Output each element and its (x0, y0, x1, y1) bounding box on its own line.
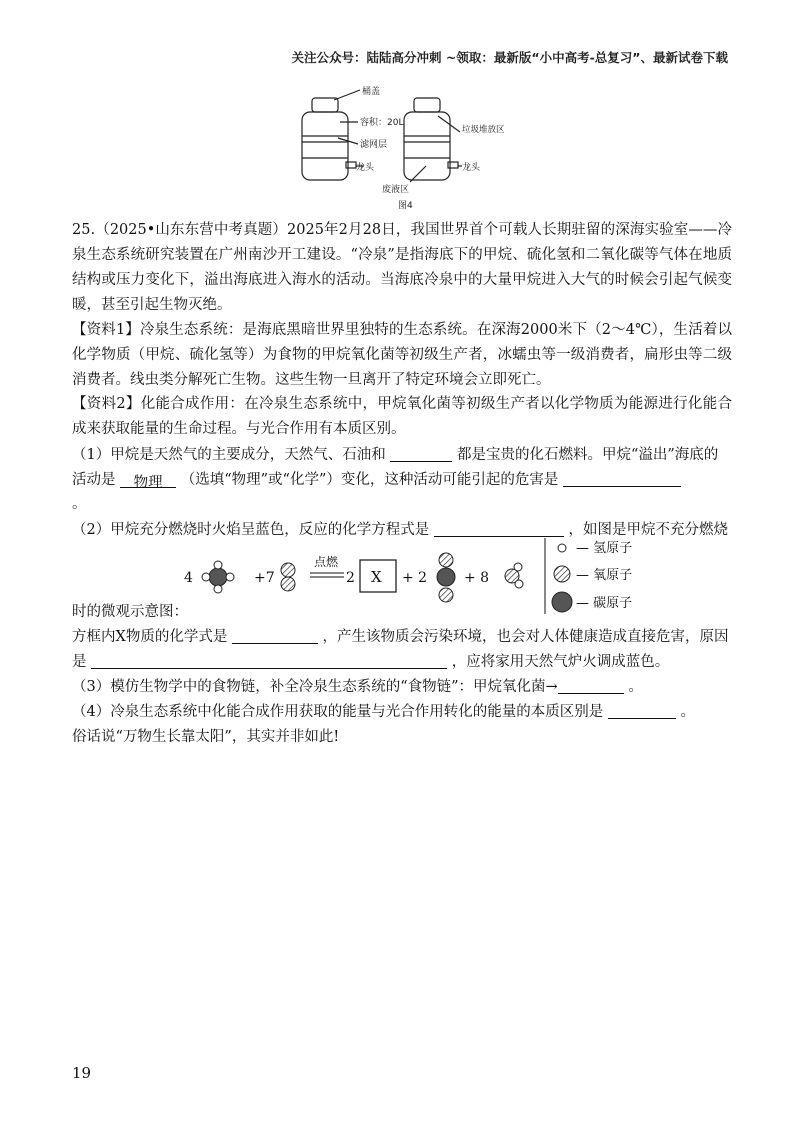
material-2-tag: 【资料2】 (72, 396, 141, 412)
legend-oxygen: — 氧原子 (576, 568, 633, 583)
material-2 (72, 392, 732, 442)
answer-blank-food-chain[interactable] (558, 677, 624, 694)
part-2-line-4: 是 ，应将家用天然气炉火调成蓝色。 (72, 654, 670, 670)
label-filter: 滤网层 (360, 140, 388, 150)
plus-water: + 8 (464, 570, 490, 586)
question-text: 2025年2月28日，我国世界首个可载人长期驻留的深海实验室——冷泉生态系统研究装置在广州南沙开工建设。“冷泉”是指海底下的甲烷、硫化氢和二氧化碳等气体在地质结构或压力变化下，溢出海底进入海水的活动。当海底冷泉中的大量甲烷进入大气的时候会引起气候变暖，甚至引起生物灭绝。 (72, 222, 732, 313)
plus-oxygen: +7 (254, 570, 275, 586)
legend-carbon: — 碳原子 (576, 596, 633, 611)
question-number: 25. (72, 222, 96, 238)
plus-co2: + 2 (402, 570, 428, 586)
material-2-text: 化能合成作用：在冷泉生态系统中，甲烷氧化菌等初级生产者以化学物质为能源进行化能合成来获取能量的生命过程。与光合作用有本质区别。 (72, 396, 732, 437)
saying: 俗话说“万物生长靠太阳”，其实并非如此! (72, 729, 340, 745)
part-2-line-2: 时的微观示意图： (72, 604, 188, 620)
part-3: （3）模仿生物学中的食物链，补全冷泉生态系统的“食物链”：甲烷氧化菌→ 。 (72, 679, 643, 695)
part-2-line-3: 方框内X物质的化学式是 ，产生该物质会污染环境，也会对人体健康造成直接危害，原因 (72, 629, 729, 645)
oxygen-molecule (281, 563, 295, 591)
answer-blank-fossil-fuel[interactable] (390, 445, 452, 462)
reaction-condition: 点燃 (314, 555, 339, 569)
part-2-line-1: （2）甲烷充分燃烧时火焰呈蓝色，反应的化学方程式是 ，如图是甲烷不充分燃烧 (72, 522, 728, 538)
label-garbage: 垃圾堆放区 (462, 125, 505, 135)
coef-x: 2 (346, 570, 355, 586)
part-4: （4）冷泉生态系统中化能合成作用获取的能量与光合作用转化的能量的本质区别是 。 (72, 704, 695, 720)
material-1 (72, 318, 732, 393)
answer-blank-formula[interactable] (232, 627, 318, 644)
oxygen-atom-icon (554, 566, 570, 582)
question-stem (72, 218, 732, 318)
answer-blank-change-type[interactable]: 物理 (120, 471, 176, 488)
material-1-text: 冷泉生态系统：是海底黑暗世界里独特的生态系统。在深海2000米下（2～4℃），生活着以化学物质（甲烷、硫化氢等）为食物的甲烷氧化菌等初级生产者，冰蠕虫等一级消费者，扁形虫等二级消费者。线虫类分解死亡生物。这些生物一旦离开了特定环境会立即死亡。 (72, 322, 732, 388)
label-capacity: 容积：20L (360, 118, 404, 128)
label-liquid: 废液区 (382, 185, 410, 195)
bucket-figure (298, 86, 508, 210)
carbon-atom-icon (552, 592, 572, 612)
figure-caption: 图4 (398, 201, 413, 210)
co2-molecule (437, 553, 455, 602)
label-tap-left: 龙头 (356, 163, 375, 173)
methane-molecule (202, 561, 234, 593)
atom-legend (544, 536, 684, 616)
hydrogen-atom-icon (558, 544, 566, 552)
page-header: 关注公众号：陆陆高分冲刺 ~领取：最新版“小中高考-总复习”、最新试卷下载 (291, 50, 728, 65)
answer-blank-energy[interactable] (608, 702, 676, 719)
water-molecule (505, 563, 523, 588)
legend-hydrogen: — 氢原子 (576, 541, 633, 556)
page-number: 19 (72, 1064, 92, 1082)
material-1-tag: 【资料1】 (72, 322, 140, 338)
question-source: （2025•山东东营中考真题） (95, 222, 288, 238)
coef-methane: 4 (184, 570, 193, 586)
reaction-diagram (180, 540, 540, 620)
part-1-line-2: 活动是 物理 （选填“物理”或“化学”）变化，这种活动可能引起的危害是 (72, 468, 681, 489)
label-lid: 桶盖 (362, 87, 381, 97)
answer-blank-equation[interactable] (434, 520, 564, 537)
unknown-x: X (371, 568, 382, 586)
part-1-line-1: （1）甲烷是天然气的主要成分，天然气、石油和 都是宝贵的化石燃料。甲烷“溢出”海底的 (72, 447, 719, 463)
part-1-end: 。 (72, 496, 87, 512)
label-tap-right: 龙头 (462, 163, 481, 173)
answer-blank-hazard[interactable] (563, 470, 681, 487)
answer-blank-reason[interactable] (91, 652, 447, 669)
